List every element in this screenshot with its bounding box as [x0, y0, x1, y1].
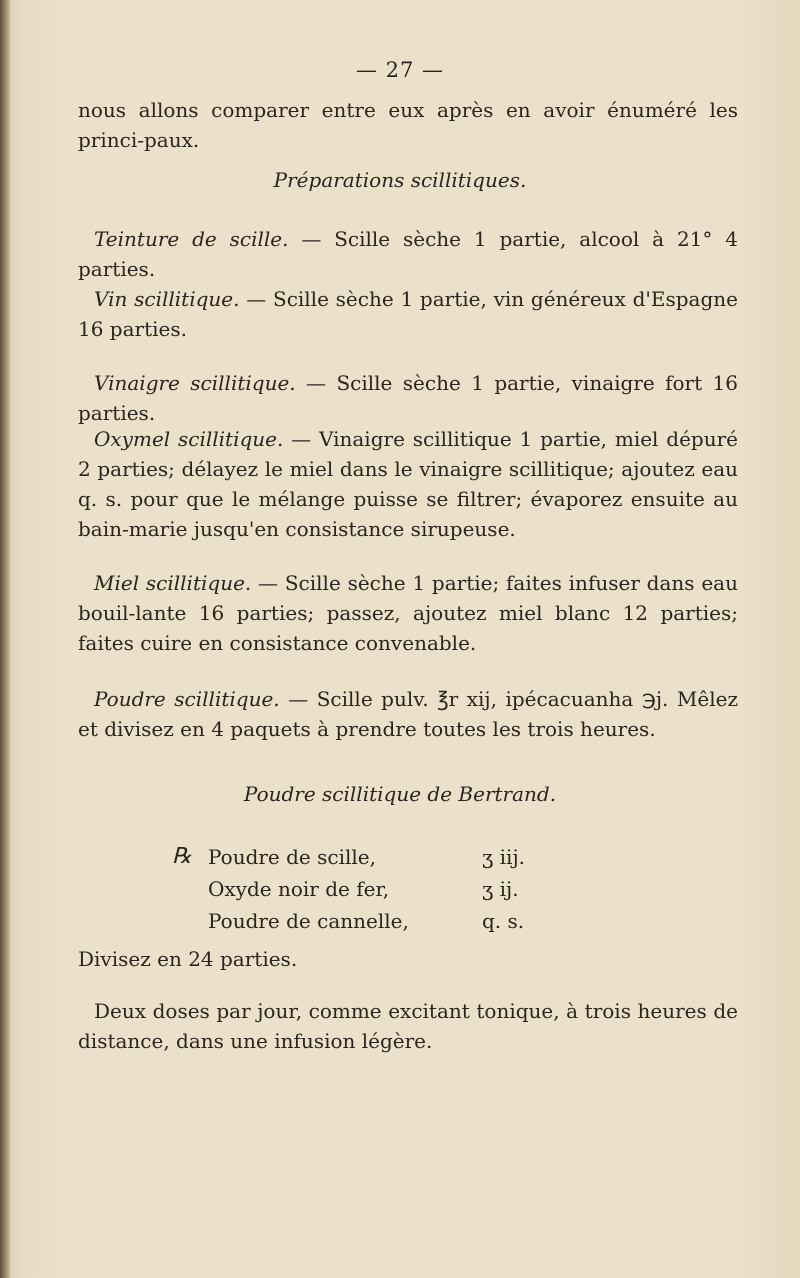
ingredient-name: Oxyde noir de fer, [208, 877, 390, 901]
preparation-miel [78, 568, 738, 658]
preparation-term: Miel scillitique. [94, 571, 252, 595]
preparation-text: — Scille sèche 1 partie, alcool à 21° 4 parties. [78, 227, 738, 281]
preparation-term: Vinaigre scillitique. [94, 371, 296, 395]
preparation-poudre [78, 684, 738, 744]
divide-instruction: Divisez en 24 parties. [78, 947, 298, 971]
ingredient-quantity: ʒ iij. [482, 845, 525, 869]
preparation-text: — Scille sèche 1 partie, vin généreux d'Espagne 16 parties. [78, 287, 738, 341]
section-title: Préparations scillitiques. [273, 168, 527, 192]
preparation-term: Poudre scillitique. [94, 687, 280, 711]
preparation-term: Vin scillitique. [94, 287, 240, 311]
bertrand-title: Poudre scillitique de Bertrand. [243, 782, 557, 806]
preparation-text: — Vinaigre scillitique 1 partie, miel dépuré 2 parties; délayez le miel dans le vinaigre scillitique; ajoutez eau q. s. pour que le mélange puisse se filtrer; évaporez ensuite au bain-marie jusqu'en consistance sirupeuse. [78, 427, 738, 541]
ingredient-name: Poudre de scille, [208, 845, 376, 869]
preparation-oxymel [78, 424, 738, 544]
preparation-vinaigre [78, 368, 738, 428]
preparation-text: — Scille pulv. ℥r xij, ipécacuanha ℈j. Mêlez et divisez en 4 paquets à prendre toutes les trois heures. [78, 687, 738, 741]
ingredient-quantity: ʒ ij. [482, 877, 519, 901]
preparation-term: Oxymel scillitique. [94, 427, 284, 451]
ingredient-quantity: q. s. [482, 909, 525, 933]
intro-paragraph: nous allons comparer entre eux après en avoir énuméré les princi-paux. [78, 98, 738, 152]
preparation-term: Teinture de scille. [94, 227, 289, 251]
preparation-text: — Scille sèche 1 partie; faites infuser dans eau bouil-lante 16 parties; passez, ajoutez miel blanc 12 parties; faites cuire en consistance convenable. [78, 571, 738, 655]
closing-paragraph: Deux doses par jour, comme excitant tonique, à trois heures de distance, dans une infusion légère. [78, 999, 738, 1053]
preparation-teinture [78, 224, 738, 284]
preparation-vin [78, 284, 738, 344]
page-number: — 27 — [355, 58, 445, 82]
recipe-symbol-icon: ℞ [172, 844, 192, 869]
ingredient-name: Poudre de cannelle, [208, 909, 409, 933]
preparation-text: — Scille sèche 1 partie, vinaigre fort 16 parties. [78, 371, 739, 425]
